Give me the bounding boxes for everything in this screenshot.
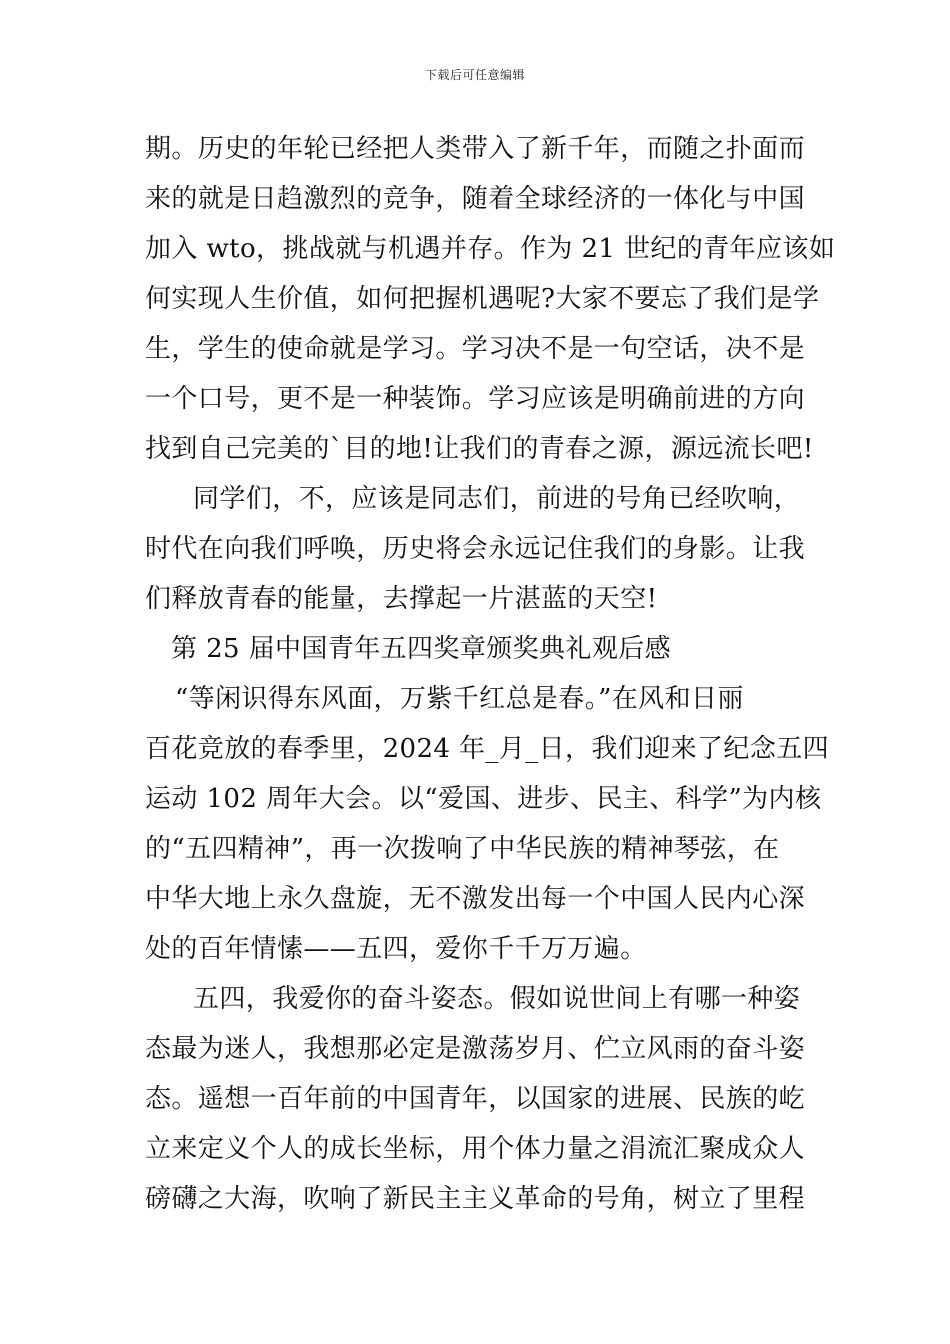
section-title: 第 25 届中国青年五四奖章颁奖典礼观后感: [171, 634, 672, 664]
paragraph-line: 立来定义个人的成长坐标，用个体力量之涓流汇聚成众人: [145, 1134, 806, 1164]
paragraph-line: 五四，我爱你的奋斗姿态。假如说世间上有哪一种姿: [193, 984, 801, 1014]
paragraph-line: 一个口号，更不是一种装饰。学习应该是明确前进的方向: [145, 384, 806, 414]
paragraph-line: “等闲识得东风面，万紫千红总是春。”在风和日丽: [175, 684, 744, 714]
paragraph-line: 百花竞放的春季里，2024 年_月_日，我们迎来了纪念五四: [145, 734, 830, 764]
paragraph-line: 态最为迷人，我想那必定是激荡岁月、伫立风雨的奋斗姿: [145, 1034, 806, 1064]
paragraph-line: 何实现人生价值，如何把握机遇呢?大家不要忘了我们是学: [145, 284, 820, 314]
paragraph-line: 处的百年情愫——五四，爱你千千万万遍。: [145, 934, 647, 964]
paragraph-line: 中华大地上永久盘旋，无不激发出每一个中国人民内心深: [145, 884, 806, 914]
paragraph-line: 磅礴之大海，吹响了新民主主义革命的号角，树立了里程: [145, 1184, 806, 1214]
paragraph-line: 时代在向我们呼唤，历史将会永远记住我们的身影。让我: [145, 534, 806, 564]
paragraph-line: 同学们，不，应该是同志们，前进的号角已经吹响，: [193, 484, 801, 514]
paragraph-line: 态。遥想一百年前的中国青年，以国家的进展、民族的屹: [145, 1084, 806, 1114]
paragraph-line: 找到自己完美的`目的地!让我们的青春之源，源远流长吧!: [145, 434, 814, 464]
paragraph-line: 的“五四精神”，再一次拨响了中华民族的精神琴弦，在: [145, 834, 780, 864]
paragraph-line: 期。历史的年轮已经把人类带入了新千年，而随之扑面而: [145, 134, 806, 164]
paragraph-line: 生，学生的使命就是学习。学习决不是一句空话，决不是: [145, 334, 806, 364]
page-header: 下载后可任意编辑: [424, 68, 525, 82]
paragraph-line: 运动 102 周年大会。以“爱国、进步、民主、科学”为内核: [145, 784, 822, 814]
paragraph-line: 加入 wto，挑战就与机遇并存。作为 21 世纪的青年应该如: [145, 234, 836, 264]
document-body: [145, 124, 836, 1224]
paragraph-line: 来的就是日趋激烈的竞争，随着全球经济的一体化与中国: [145, 184, 806, 214]
paragraph-line: 们释放青春的能量，去撑起一片湛蓝的天空!: [145, 584, 658, 614]
